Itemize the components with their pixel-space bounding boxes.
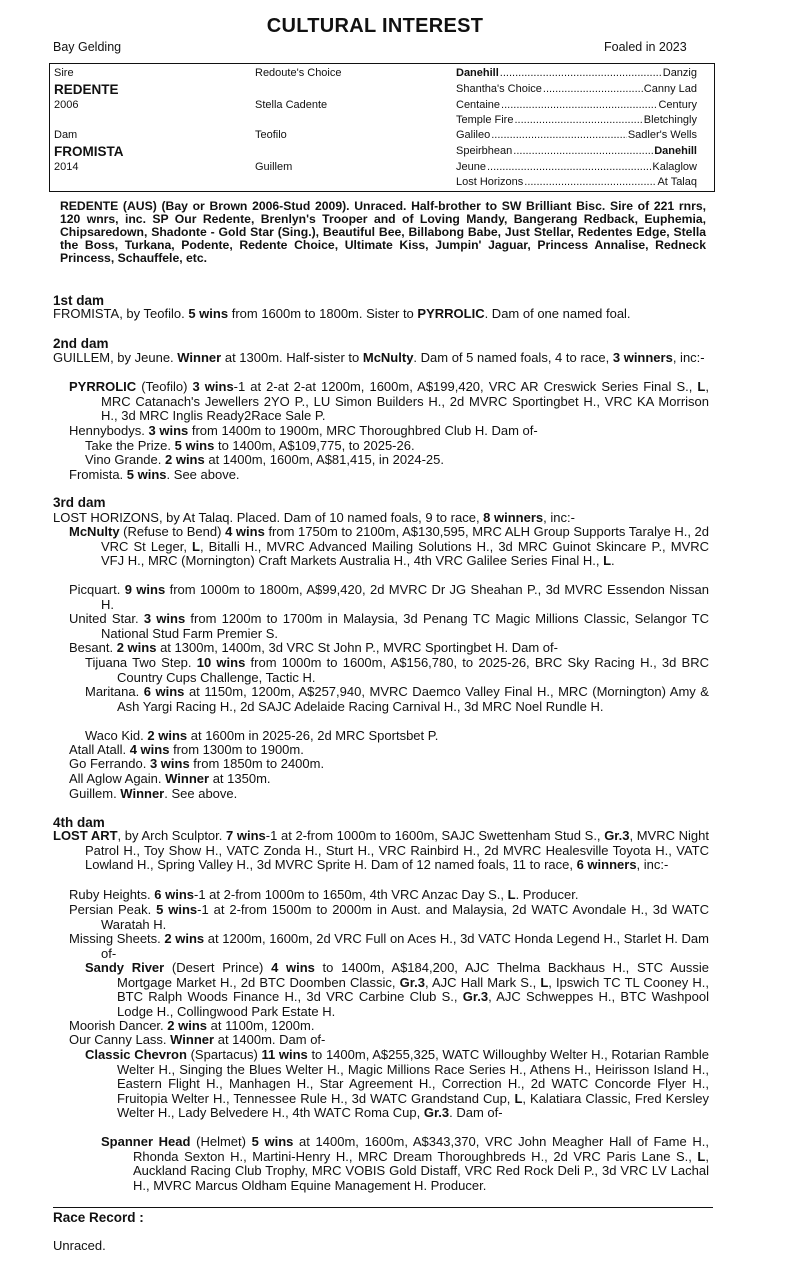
dam-entry: LOST HORIZONS, by At Talaq. Placed. Dam of 10 named foals, 9 to race, 8 winners, inc:- [53,510,575,525]
progeny-entry: Waco Kid. 2 wins at 1600m in 2025-26, 2d MRC Sportsbet P. [85,728,439,743]
pedigree-grandparent: Danehill ..... Danzig [456,67,697,80]
progeny-entry: Spanner Head (Helmet) 5 wins at 1400m, 1600m, A$343,370, VRC John Meagher Hall of Fame H., Rhonda Sexton H., Martini-Henry H., MRC Dream Thoroughbreds H., 2d VRC Paris Lane S., L, Auckland Racing Club Trophy, MRC VOBIS Gold Distaff, VRC Red Rock Deli P., 3d VRC LV Lachal H., MVRC Marcus Oldham Equine Management H. Producer. [101,1134,709,1193]
sire-summary: REDENTE (AUS) (Bay or Brown 2006-Stud 2009). Unraced. Half-brother to SW Brilliant Bisc. Sire of 221 rnrs, 120 wnrs, inc. SP Our Redente, Brenlyn's Trooper and of Loving Mandy, Bangerang Redback, Euphemia, Chipsaredown, Shadonte - Gold Star (Sing.), Beautiful Bee, Billabong Babe, Just Stellar, Redentes Edge, Stella the Boss, Turkana, Podente, Redente Choice, Ultimate Kiss, Jumpin' Jaguar, Princess Annalise, Redneck Princess, Schauffele, etc. [60,199,706,265]
progeny-entry: Fromista. 5 wins. See above. [69,467,240,482]
dam-section-heading: 2nd dam [53,336,109,351]
dam-section-heading: 3rd dam [53,495,106,510]
horse-name-title: CULTURAL INTEREST [266,15,484,37]
pedigree-grandparent: Lost Horizons ..... At Talaq [456,176,697,189]
pedigree-grandparent: Speirbhean ..... Danehill [456,145,697,158]
progeny-entry: Go Ferrando. 3 wins from 1850m to 2400m. [69,756,325,771]
sex-description: Bay Gelding [53,40,122,54]
sire-name: REDENTE [54,82,119,97]
progeny-entry: Take the Prize. 5 wins to 1400m, A$109,775, to 2025-26. [85,438,415,453]
progeny-entry: Vino Grande. 2 wins at 1400m, 1600m, A$81,415, in 2024-25. [85,452,444,467]
pedigree-parent: Stella Cadente [255,99,328,111]
pedigree-grandparent: Centaine ..... Century [456,99,697,112]
pedigree-table [49,63,715,192]
dam-entry: FROMISTA, by Teofilo. 5 wins from 1600m to 1800m. Sister to PYRROLIC. Dam of one named foal. [53,306,631,321]
progeny-entry: Hennybodys. 3 wins from 1400m to 1900m, MRC Thoroughbred Club H. Dam of- [69,423,538,438]
progeny-entry: Atall Atall. 4 wins from 1300m to 1900m. [69,742,304,757]
progeny-entry: Guillem. Winner. See above. [69,786,238,801]
race-record-label: Race Record : [53,1210,144,1225]
foaled-year: Foaled in 2023 [604,40,687,54]
dam-entry: GUILLEM, by Jeune. Winner at 1300m. Half-sister to McNulty. Dam of 5 named foals, 4 to race, 3 winners, inc:- [53,350,705,365]
dam-section-heading: 1st dam [53,293,105,308]
progeny-entry: Classic Chevron (Spartacus) 11 wins to 1400m, A$255,325, WATC Willoughby Welter H., Rotarian Ramble Welter H., Singing the Blues Welter H., Magic Millions Race Series H., Athens H., Heirisson Island H., Eastern Flight H., Manhagen H., Star Agreement H., Correction H., 2d WATC Concorde Flyer H., Fruitopia Welter H., Tennessee Rule H., 3d WATC Grandstand Cup, L, Kalatiara Classic, Fred Kersley Welter H., Lady Belvedere H., 4th WATC Roma Cup, Gr.3. Dam of- [85,1047,710,1121]
dam-label: Dam [54,129,78,141]
progeny-entry: Persian Peak. 5 wins-1 at 2-from 1500m to 2000m in Aust. and Malaysia, 2d WATC Avondale H., 3d WATC Waratah H. [69,902,709,932]
sire-label: Sire [54,67,74,79]
progeny-entry: United Star. 3 wins from 1200m to 1700m in Malaysia, 3d Penang TC Magic Millions Classic, Selangor TC National Stud Farm Premier S. [69,611,709,641]
pedigree-parent: Guillem [255,161,293,173]
pedigree-grandparent: Temple Fire ..... Bletchingly [456,114,697,127]
progeny-entry: Maritana. 6 wins at 1150m, 1200m, A$257,940, MVRC Daemco Valley Final H., MRC (Mornington) Amy & Ash Yargi Racing H., 2d SAJC Adelaide Racing Carnival H., 3d MRC Noel Rundle H. [85,684,709,714]
dam-section-heading: 4th dam [53,815,105,830]
progeny-entry: Tijuana Two Step. 10 wins from 1000m to 1600m, A$156,780, to 2025-26, BRC Sky Racing H., 3d BRC Country Cups Challenge, Tactic H. [85,655,710,685]
pedigree-parent: Redoute's Choice [255,67,342,79]
pedigree-grandparent: Jeune ..... Kalaglow [456,161,697,174]
progeny-entry: Missing Sheets. 2 wins at 1200m, 1600m, 2d VRC Full on Aces H., 3d VATC Honda Legend H., Starlet H. Dam of- [69,931,709,961]
progeny-entry: Besant. 2 wins at 1300m, 1400m, 3d VRC St John P., MVRC Sportingbet H. Dam of- [69,640,558,655]
pedigree-grandparent: Shantha's Choice ..... Canny Lad [456,83,697,96]
dam-entry: LOST ART, by Arch Sculptor. 7 wins-1 at 2-from 1000m to 1600m, SAJC Swettenham Stud S., Gr.3, MVRC Night Patrol H., Toy Show H., VATC Zonda H., Sturt H., VRC Rainbird H., 2d MVRC Healesville Toyota H., VATC Lowland H., Spring Valley H., 3d MVRC Sprite H. Dam of 12 named foals, 11 to race, 6 winners, inc:- [53,828,709,873]
pedigree-parent: Teofilo [255,129,287,141]
progeny-entry: Picquart. 9 wins from 1000m to 1800m, A$99,420, 2d MVRC Dr JG Sheahan P., 3d MVRC Essendon Nissan H. [69,582,709,612]
progeny-entry: PYRROLIC (Teofilo) 3 wins-1 at 2-at 2-at 1200m, 1600m, A$199,420, VRC AR Creswick Series Final S., L, MRC Catanach's Jewellers 2YO P., LU Simon Builders H., 2d MVRC Sportingbet H., VRC KA Morrison H., 3d MRC Inglis Ready2Race Sale P. [69,379,709,424]
progeny-entry: Ruby Heights. 6 wins-1 at 2-from 1000m to 1650m, 4th VRC Anzac Day S., L. Producer. [69,887,579,902]
dam-year: 2014 [54,161,79,173]
sire-year: 2006 [54,99,79,111]
dam-name: FROMISTA [54,144,124,159]
race-record-divider [53,1207,713,1208]
pedigree-grandparent: Galileo ..... Sadler's Wells [456,129,697,142]
progeny-entry: Sandy River (Desert Prince) 4 wins to 1400m, A$184,200, AJC Thelma Backhaus H., STC Aussie Mortgage Market H., 2d BTC Doomben Classic, Gr.3, AJC Hall Mark S., L, Ipswich TC TL Cooney H., BTC Ralph Woods Finance H., 3d VRC Carbine Club S., Gr.3, AJC Schweppes H., BTC Washpool Lodge H., Collingwood Park Estate H. [85,960,709,1019]
progeny-entry: Moorish Dancer. 2 wins at 1100m, 1200m. [69,1018,315,1033]
progeny-entry: All Aglow Again. Winner at 1350m. [69,771,271,786]
progeny-entry: McNulty (Refuse to Bend) 4 wins from 1750m to 2100m, A$130,595, MRC ALH Group Supports Taralye H., 2d VRC St Leger, L, Bitalli H., MVRC Advanced Mailing Solutions H., 3d MRC Guinot Skincare P., MVRC VFJ H., MRC (Mornington) Craft Markets Australia H., 4th VRC Galilee Series Final H., L. [69,524,710,569]
progeny-entry: Our Canny Lass. Winner at 1400m. Dam of- [69,1032,326,1047]
race-record-value: Unraced. [53,1238,106,1253]
